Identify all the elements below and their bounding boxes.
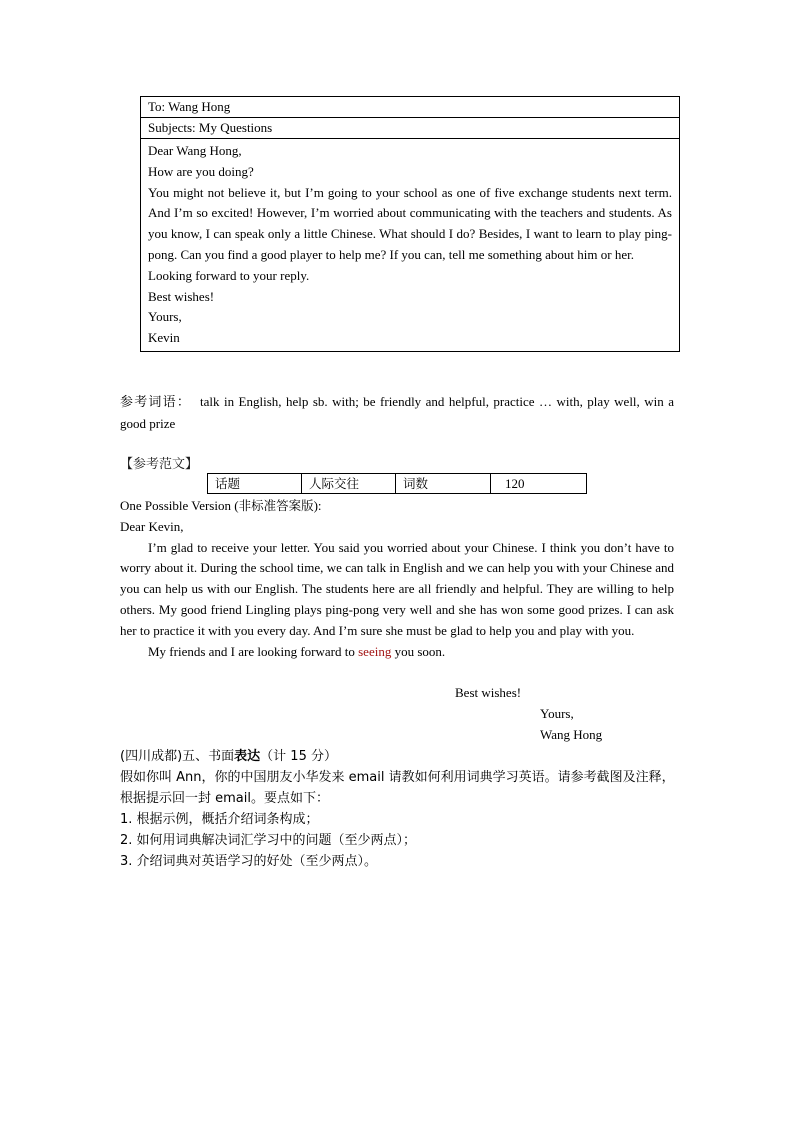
email-line: Kevin (148, 330, 180, 346)
info-cell-wordcount-value: 120 (505, 476, 525, 491)
essay-signature: Wang Hong (540, 727, 603, 742)
highlighted-word: seeing (358, 643, 392, 659)
email-line: Best wishes! (148, 288, 215, 304)
email-body (141, 139, 679, 351)
info-cell-wordcount-label: 词数 (396, 474, 491, 493)
email-table (140, 96, 680, 352)
email-line: Yours, (148, 309, 182, 325)
email-line: How are you doing? (148, 163, 254, 179)
info-cell-topic-label: 话题 (208, 474, 302, 493)
version-line: One Possible Version (非标准答案版): (120, 498, 322, 513)
email-to: To: Wang Hong (141, 97, 679, 118)
writing-task (120, 746, 680, 872)
essay-paragraph-2: My friends and I are looking forward to seeing you soon. (148, 643, 446, 659)
essay-yours: Yours, (540, 706, 574, 721)
task-intro: 假如你叫 Ann，你的中国朋友小华发来 email 请教如何利用词典学习英语。请参考截图及注释，根据提示回一封 email。要点如下： (120, 770, 675, 806)
task-title: (四川成都)五、书面表达（计 15 分） (120, 749, 337, 764)
email-line: Dear Wang Hong, (148, 143, 242, 158)
email-line: Looking forward to your reply. (148, 267, 310, 283)
essay-closing: Best wishes! (455, 685, 522, 700)
email-subject: Subjects: My Questions (141, 118, 679, 139)
vocabulary-text: talk in English, help sb. with; be friendly and helpful, practice … with, play well, win a good prize (120, 394, 674, 431)
task-point: 1. 根据示例，概括介绍词条构成； (120, 812, 319, 827)
info-cell-topic-value: 人际交往 (302, 474, 396, 493)
reference-heading: 【参考范文】 (120, 457, 199, 472)
task-point: 2. 如何用词典解决词汇学习中的问题（至少两点）； (120, 833, 417, 848)
email-line: You might not believe it, but I’m going to your school as one of five exchange students next term. And I’m so excited! However, I’m worried about communicating with the teachers and students. As you know, I can speak only a little Chinese. What should I do? Besides, I want to learn to play ping-pong. Can you find a good player to help me? If you can, tell me something about him or her. (148, 184, 672, 262)
essay-paragraph-1: I’m glad to receive your letter. You said you worried about your Chinese. I think you don’t have to worry about it. During the school time, we can talk in English and we can help you with your Chinese and you can help us with our English. The students here are all friendly and helpful. They are willing to help others. My good friend Lingling plays ping-pong very well and she has won some good prizes. I can ask her to practice it with you every day. And I’m sure she must be glad to help you and play with you. (120, 539, 674, 638)
essay-greeting: Dear Kevin, (120, 518, 184, 534)
vocabulary-hint (120, 391, 674, 434)
vocabulary-label: 参考词语： (120, 395, 192, 410)
sample-essay (120, 496, 674, 662)
task-point: 3. 介绍词典对英语学习的好处（至少两点）。 (120, 854, 378, 869)
info-table (207, 473, 587, 494)
